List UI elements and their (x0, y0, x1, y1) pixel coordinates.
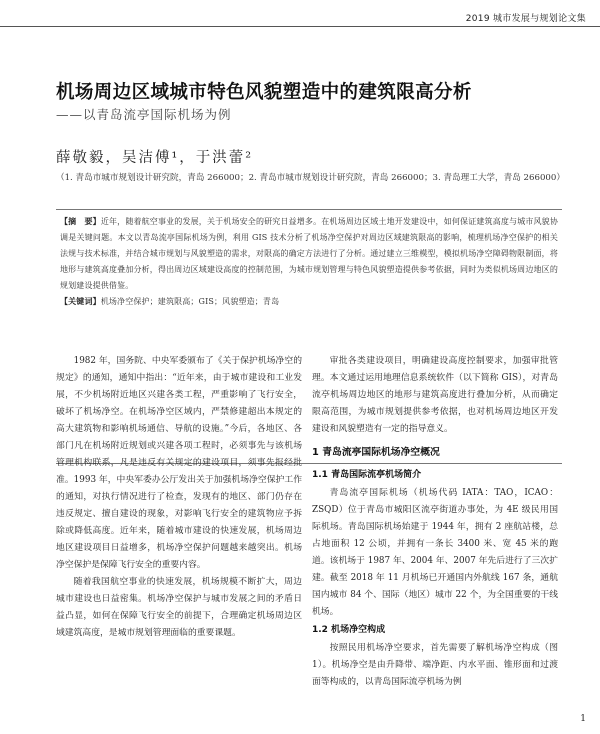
body-paragraph: 审批各类建设项目，明确建设高度控制要求，加强审批管理。本文通过运用地理信息系统软件（以下简称 GIS），对青岛流亭机场周边地区的地形与建筑高度进行叠加分析，从而确定限高范围，为城市规划提供参考依据，也对机场周边地区开发建设和风貌塑造有一定的指导意义。 (312, 356, 558, 434)
keywords: 机场净空保护；建筑限高；GIS；风貌塑造；青岛 (100, 297, 280, 306)
abstract-label: 【摘 要】 (60, 217, 101, 226)
body-paragraph: 1982 年，国务院、中央军委颁布了《关于保护机场净空的规定》的通知，通知中指出：“近年来，由于城市建设和工业发展，不少机场附近地区兴建各类工程，严重影响了飞行安全，破坏了机场净空。在机场净空区域内，严禁修建超出本规定的高大建筑物和影响机场通信、导航的设施。”今后，各地区、各部门凡在机场附近规划或兴建各项工程时，必须事先与该机场管理机构联系，凡是违反有关规定的建设项目，须事先报经批准。1993 年，中央军委办公厅发出关于加强机场净空保护工作的通知，对执行情况进行了检查，发现有的地区、部门仍存在违反规定、擅自建设的现象，对影响飞行安全的建筑物应予拆除或降低高度。近年来，随着城市建设的快速发展，机场周边地区建设项目日益增多，机场净空保护问题越来越突出。机场净空保护是保障飞行安全的重要内容。 (56, 356, 302, 570)
article-subtitle: ——以青岛流亭国际机场为例 (56, 107, 232, 122)
author-list: 薛敬毅，吴洁傅¹，于洪蕾² (56, 150, 254, 166)
subsection-heading: 1.2 机场净空构成 (312, 625, 386, 635)
keywords-label: 【关键词】 (60, 297, 101, 306)
page-number: 1 (580, 714, 586, 724)
header-rule (0, 26, 600, 27)
body-paragraph: 按照民用机场净空要求，首先需要了解机场净空构成（图 1）。机场净空是由升降带、端净距、内水平面、锥形面和过渡面等构成的，以青岛国际流亭机场为例 (312, 643, 558, 687)
body-paragraph: 青岛流亭国际机场（机场代码 IATA：TAO，ICAO：ZSQD）位于青岛市城阳区流亭街道办事处，为 4E 级民用国际机场。青岛国际机场始建于 1944 年，拥有 2 座航站楼，总占地面积 12 公顷，并拥有一条长 3400 米、宽 45 米的跑道。该机场于 1987 年、2004 年、2007 年先后进行了三次扩建。截至 2018 年 11 月机场已开通国内外航线 167 条，通航国内城市 84 个、国际（地区）城市 22 个，为全国重要的干线机场。 (312, 488, 558, 617)
section-heading: 1 青岛流亭国际机场净空概况 (312, 447, 440, 458)
page-header (0, 0, 600, 27)
journal-title: 2019 城市发展与规划论文集 (465, 14, 586, 24)
body-column-left (56, 353, 302, 642)
subsection-heading: 1.1 青岛国际流亭机场简介 (312, 470, 422, 480)
body-paragraph: 随着我国航空事业的快速发展，机场规模不断扩大，周边城市建设也日益密集。机场净空保护与城市发展之间的矛盾日益凸显，如何在保障飞行安全的前提下，合理确定机场周边区域建筑高度，是城市规划管理面临的重要课题。 (56, 577, 302, 638)
abstract-body: 近年，随着航空事业的发展，关于机场安全的研究日益增多。在机场周边区域土地开发建设中，如何保证建筑高度与城市风貌协调是关键问题。本文以青岛流亭国际机场为例，利用 GIS 技术分析了机场净空保护对周边区域建筑限高的影响，梳理机场净空保护的相关法规与技术标准，并结合城市规划与风貌塑造的需求，对限高的确定方法进行了分析。通过建立三维模型，模拟机场净空障碍物限制面，将地形与建筑高度叠加分析，得出周边区域建设高度的控制范围，为城市规划管理与特色风貌塑造提供参考依据，同时为类似机场周边地区的规划建设提供借鉴。 (60, 217, 558, 290)
body-column-right (312, 353, 558, 691)
article-title: 机场周边区域城市特色风貌塑造中的建筑限高分析 (56, 82, 472, 103)
abstract-text-block (60, 214, 558, 310)
affiliations: （1. 青岛市城市规划设计研究院，青岛 266000；2. 青岛市城市规划设计研究院，青岛 266000；3. 青岛理工大学，青岛 266000） (56, 173, 565, 183)
